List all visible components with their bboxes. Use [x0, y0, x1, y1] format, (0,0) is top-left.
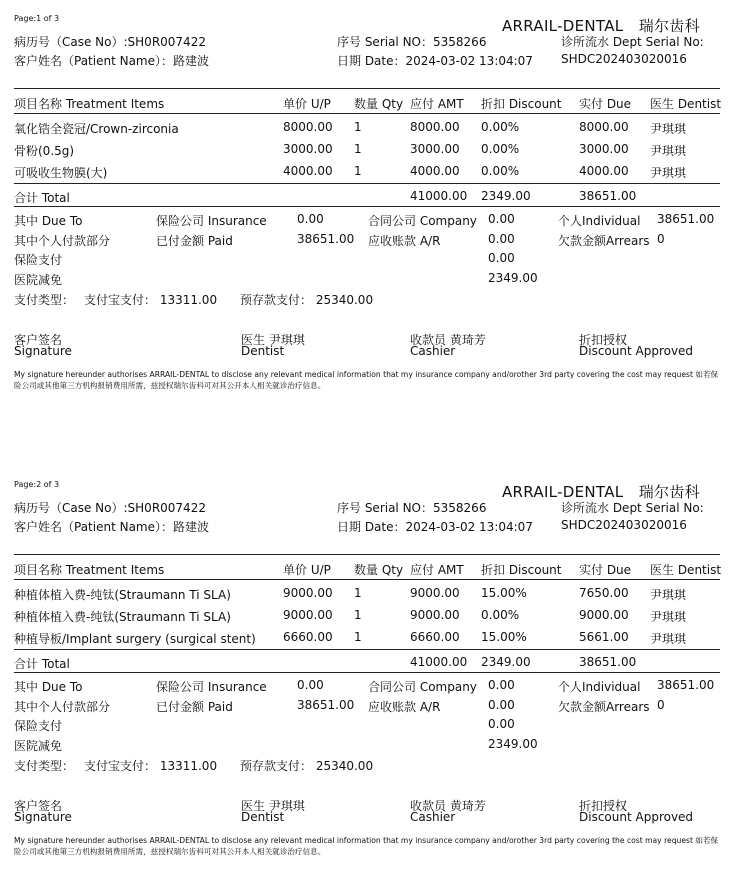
item-unit-price: 3000.00 — [283, 142, 333, 156]
header-rule — [14, 113, 720, 114]
hospital-reduction-value: 2349.00 — [488, 271, 538, 285]
item-dentist: 尹琪琪 — [650, 588, 687, 602]
item-discount: 0.00% — [481, 142, 520, 156]
header-discount: 折扣 Discount — [481, 97, 562, 111]
company-label: 合同公司 Company — [368, 680, 477, 694]
header-discount: 折扣 Discount — [481, 563, 562, 577]
item-name: 氧化锆全瓷冠/Crown-zirconia — [14, 122, 179, 136]
dept-serial-label: 诊所流水 Dept Serial No: — [561, 35, 704, 49]
customer-signature-cn: 客户签名 — [14, 333, 63, 347]
item-discount: 0.00% — [481, 608, 520, 622]
header-qty: 数量 Qty — [354, 563, 404, 577]
item-amt: 6660.00 — [410, 630, 460, 644]
visit-date: 日期 Date：2024-03-02 13:04:07 — [337, 54, 533, 68]
ar-label: 应收账款 A/R — [368, 700, 441, 714]
insurance-pay-value: 0.00 — [488, 717, 515, 731]
cashier-signature-en: Cashier — [410, 810, 456, 824]
item-name: 种植导板/Implant surgery (surgical stent) — [14, 632, 256, 646]
customer-signature-en: Signature — [14, 810, 72, 824]
page-label: Page:1 of 3 — [14, 14, 60, 23]
item-amt: 9000.00 — [410, 608, 460, 622]
case-number: 病历号（Case No）:SH0R007422 — [14, 501, 206, 515]
total-rule — [14, 649, 720, 650]
individual-label: 个人Individual — [558, 680, 641, 694]
item-name: 种植体植入费-纯钛(Straumann Ti SLA) — [14, 610, 231, 624]
arrears-value: 0 — [657, 698, 665, 712]
dept-serial-value: SHDC202403020016 — [561, 518, 687, 532]
individual-label: 个人Individual — [558, 214, 641, 228]
company-value: 0.00 — [488, 212, 515, 226]
insurance-value: 0.00 — [297, 678, 324, 692]
individual-value: 38651.00 — [657, 678, 715, 692]
item-dentist: 尹琪琪 — [650, 144, 687, 158]
item-unit-price: 9000.00 — [283, 586, 333, 600]
due-to-label: 其中 Due To — [14, 214, 83, 228]
paid-value: 38651.00 — [297, 698, 355, 712]
total-amt: 41000.00 — [410, 655, 468, 669]
header-qty: 数量 Qty — [354, 97, 404, 111]
arrears-value: 0 — [657, 232, 665, 246]
cashier-signature-en: Cashier — [410, 344, 456, 358]
table-top-rule — [14, 88, 720, 89]
item-unit-price: 8000.00 — [283, 120, 333, 134]
invoice-page-1 — [0, 0, 756, 420]
hospital-reduction-label: 医院减免 — [14, 739, 63, 753]
item-discount: 0.00% — [481, 164, 520, 178]
item-name: 骨粉(0.5g) — [14, 144, 75, 158]
table-top-rule — [14, 554, 720, 555]
insurance-pay-value: 0.00 — [488, 251, 515, 265]
header-items: 项目名称 Treatment Items — [14, 563, 165, 577]
item-due: 8000.00 — [579, 120, 629, 134]
total-amt: 41000.00 — [410, 189, 468, 203]
ar-value: 0.00 — [488, 698, 515, 712]
arrears-label: 欠款金额Arrears — [558, 700, 650, 714]
total-rule — [14, 183, 720, 184]
page-label: Page:2 of 3 — [14, 480, 60, 489]
item-unit-price: 6660.00 — [283, 630, 333, 644]
item-due: 4000.00 — [579, 164, 629, 178]
total-label: 合计 Total — [14, 191, 70, 205]
item-amt: 9000.00 — [410, 586, 460, 600]
item-discount: 15.00% — [481, 630, 527, 644]
insurance-label: 保险公司 Insurance — [156, 214, 267, 228]
item-qty: 1 — [354, 142, 362, 156]
item-qty: 1 — [354, 608, 362, 622]
header-due: 实付 Due — [579, 563, 632, 577]
hospital-reduction-label: 医院减免 — [14, 273, 63, 287]
item-dentist: 尹琪琪 — [650, 632, 687, 646]
item-due: 7650.00 — [579, 586, 629, 600]
dentist-signature-cn: 医生 尹琪琪 — [241, 333, 305, 347]
item-unit-price: 4000.00 — [283, 164, 333, 178]
patient-name: 客户姓名（Patient Name）：路建波 — [14, 520, 210, 534]
header-items: 项目名称 Treatment Items — [14, 97, 165, 111]
header-unit-price: 单价 U/P — [283, 563, 331, 577]
header-amt: 应付 AMT — [410, 97, 464, 111]
discount-approval-cn: 折扣授权 — [579, 333, 628, 347]
item-dentist: 尹琪琪 — [650, 122, 687, 136]
item-qty: 1 — [354, 586, 362, 600]
item-dentist: 尹琪琪 — [650, 610, 687, 624]
discount-approval-cn: 折扣授权 — [579, 799, 628, 813]
brand-name: ARRAIL-DENTAL 瑞尔齿科 — [502, 17, 700, 35]
item-unit-price: 9000.00 — [283, 608, 333, 622]
item-due: 3000.00 — [579, 142, 629, 156]
personal-part-label: 其中个人付款部分 — [14, 234, 111, 248]
patient-name: 客户姓名（Patient Name）：路建波 — [14, 54, 210, 68]
paid-label: 已付金额 Paid — [156, 234, 233, 248]
item-name: 可吸收生物膜(大) — [14, 166, 108, 180]
item-qty: 1 — [354, 164, 362, 178]
cashier-signature-cn: 收款员 黄琦芳 — [410, 799, 486, 813]
alipay-payment: 支付宝支付： 13311.00 — [84, 759, 218, 773]
disclaimer-text: My signature hereunder authorises ARRAIL-DENTAL to disclose any relevant medical information that my insurance company and/orother 3rd party covering the cost may request 如若保险公司或其他第三方机构报销费用所需，兹授权瑞尔齿科可对其公开本人相关就诊治疗信息。 — [14, 370, 719, 390]
discount-approval-en: Discount Approved — [579, 810, 694, 824]
ar-value: 0.00 — [488, 232, 515, 246]
payment-type-label: 支付类型： — [14, 293, 75, 307]
item-name: 种植体植入费-纯钛(Straumann Ti SLA) — [14, 588, 231, 602]
total-due: 38651.00 — [579, 189, 637, 203]
insurance-pay-label: 保险支付 — [14, 253, 63, 267]
customer-signature-en: Signature — [14, 344, 72, 358]
item-discount: 15.00% — [481, 586, 527, 600]
arrears-label: 欠款金额Arrears — [558, 234, 650, 248]
item-due: 5661.00 — [579, 630, 629, 644]
insurance-label: 保险公司 Insurance — [156, 680, 267, 694]
serial-number: 序号 Serial NO：5358266 — [337, 35, 487, 49]
item-amt: 3000.00 — [410, 142, 460, 156]
total-discount: 2349.00 — [481, 655, 531, 669]
item-amt: 4000.00 — [410, 164, 460, 178]
alipay-payment: 支付宝支付： 13311.00 — [84, 293, 218, 307]
due-to-label: 其中 Due To — [14, 680, 83, 694]
dentist-signature-en: Dentist — [241, 344, 285, 358]
discount-approval-en: Discount Approved — [579, 344, 694, 358]
total-due: 38651.00 — [579, 655, 637, 669]
summary-rule — [14, 672, 720, 673]
header-rule — [14, 579, 720, 580]
individual-value: 38651.00 — [657, 212, 715, 226]
dept-serial-value: SHDC202403020016 — [561, 52, 687, 66]
deposit-payment: 预存款支付： 25340.00 — [240, 293, 374, 307]
deposit-payment: 预存款支付： 25340.00 — [240, 759, 374, 773]
dept-serial-label: 诊所流水 Dept Serial No: — [561, 501, 704, 515]
cashier-signature-cn: 收款员 黄琦芳 — [410, 333, 486, 347]
header-unit-price: 单价 U/P — [283, 97, 331, 111]
insurance-value: 0.00 — [297, 212, 324, 226]
brand-name: ARRAIL-DENTAL 瑞尔齿科 — [502, 483, 700, 501]
payment-type-label: 支付类型： — [14, 759, 75, 773]
total-label: 合计 Total — [14, 657, 70, 671]
paid-value: 38651.00 — [297, 232, 355, 246]
dentist-signature-en: Dentist — [241, 810, 285, 824]
item-qty: 1 — [354, 120, 362, 134]
item-due: 9000.00 — [579, 608, 629, 622]
item-discount: 0.00% — [481, 120, 520, 134]
dentist-signature-cn: 医生 尹琪琪 — [241, 799, 305, 813]
personal-part-label: 其中个人付款部分 — [14, 700, 111, 714]
paid-label: 已付金额 Paid — [156, 700, 233, 714]
total-discount: 2349.00 — [481, 189, 531, 203]
header-amt: 应付 AMT — [410, 563, 464, 577]
summary-rule — [14, 206, 720, 207]
company-label: 合同公司 Company — [368, 214, 477, 228]
disclaimer-text: My signature hereunder authorises ARRAIL-DENTAL to disclose any relevant medical information that my insurance company and/orother 3rd party covering the cost may request 如若保险公司或其他第三方机构报销费用所需，兹授权瑞尔齿科可对其公开本人相关就诊治疗信息。 — [14, 836, 719, 856]
insurance-pay-label: 保险支付 — [14, 719, 63, 733]
company-value: 0.00 — [488, 678, 515, 692]
item-qty: 1 — [354, 630, 362, 644]
invoice-page-2 — [0, 466, 756, 886]
item-dentist: 尹琪琪 — [650, 166, 687, 180]
serial-number: 序号 Serial NO：5358266 — [337, 501, 487, 515]
header-due: 实付 Due — [579, 97, 632, 111]
customer-signature-cn: 客户签名 — [14, 799, 63, 813]
header-dentist: 医生 Dentist — [650, 97, 722, 111]
item-amt: 8000.00 — [410, 120, 460, 134]
hospital-reduction-value: 2349.00 — [488, 737, 538, 751]
case-number: 病历号（Case No）:SH0R007422 — [14, 35, 206, 49]
visit-date: 日期 Date：2024-03-02 13:04:07 — [337, 520, 533, 534]
ar-label: 应收账款 A/R — [368, 234, 441, 248]
header-dentist: 医生 Dentist — [650, 563, 722, 577]
